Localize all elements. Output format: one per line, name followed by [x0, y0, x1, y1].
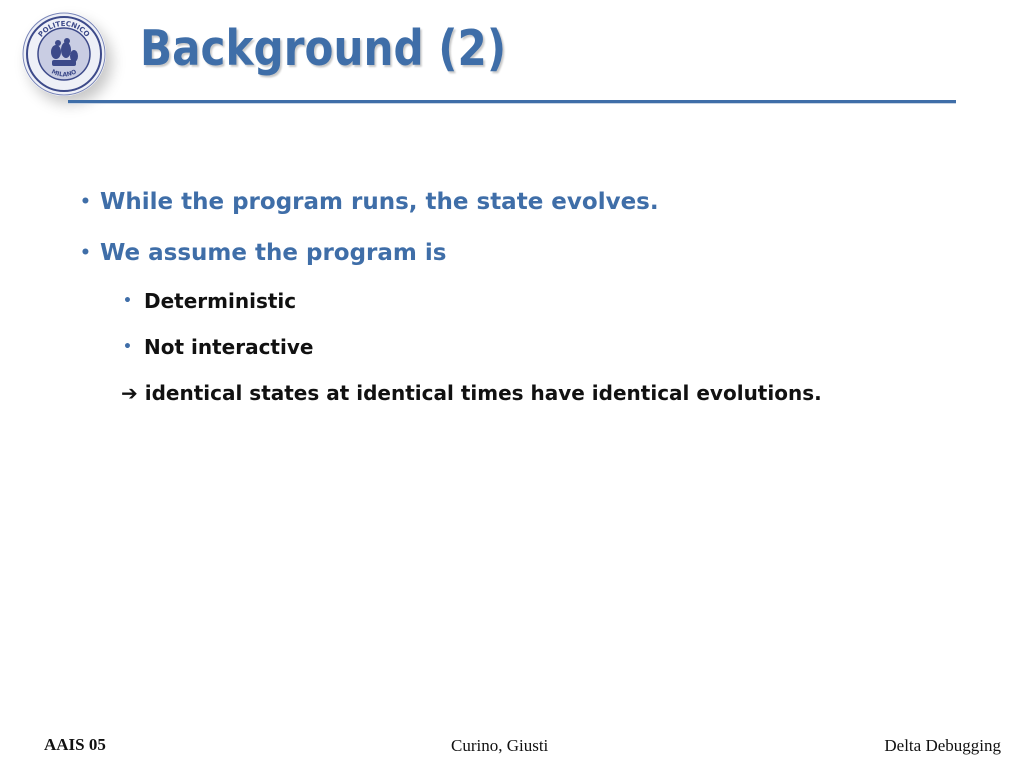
bullet-text: We assume the program is	[100, 240, 447, 266]
bullet-marker: •	[80, 192, 91, 212]
right-arrow-icon: ➔	[121, 381, 138, 405]
sub-bullet-text: Not interactive	[144, 335, 314, 359]
logo-top-text: POLITECNICO	[36, 19, 92, 39]
footer-course: AAIS 05	[44, 735, 106, 754]
title-divider-shadow	[68, 103, 956, 104]
footer-topic: Delta Debugging	[884, 736, 1001, 755]
bullet-text: While the program runs, the state evolves.	[100, 189, 659, 215]
conclusion-text: identical states at identical times have identical evolutions.	[137, 381, 822, 405]
slide-title: Background (2)	[140, 20, 507, 77]
sub-bullet-text: Deterministic	[144, 289, 297, 313]
sub-bullet-marker: •	[123, 339, 132, 355]
institution-logo	[22, 12, 106, 96]
footer-authors: Curino, Giusti	[451, 736, 549, 755]
seal-icon	[22, 12, 106, 96]
sub-bullet-marker: •	[123, 293, 132, 309]
logo-bottom-text: MILANO	[50, 68, 78, 79]
bullet-marker: •	[80, 243, 91, 263]
conclusion-line	[121, 380, 822, 406]
